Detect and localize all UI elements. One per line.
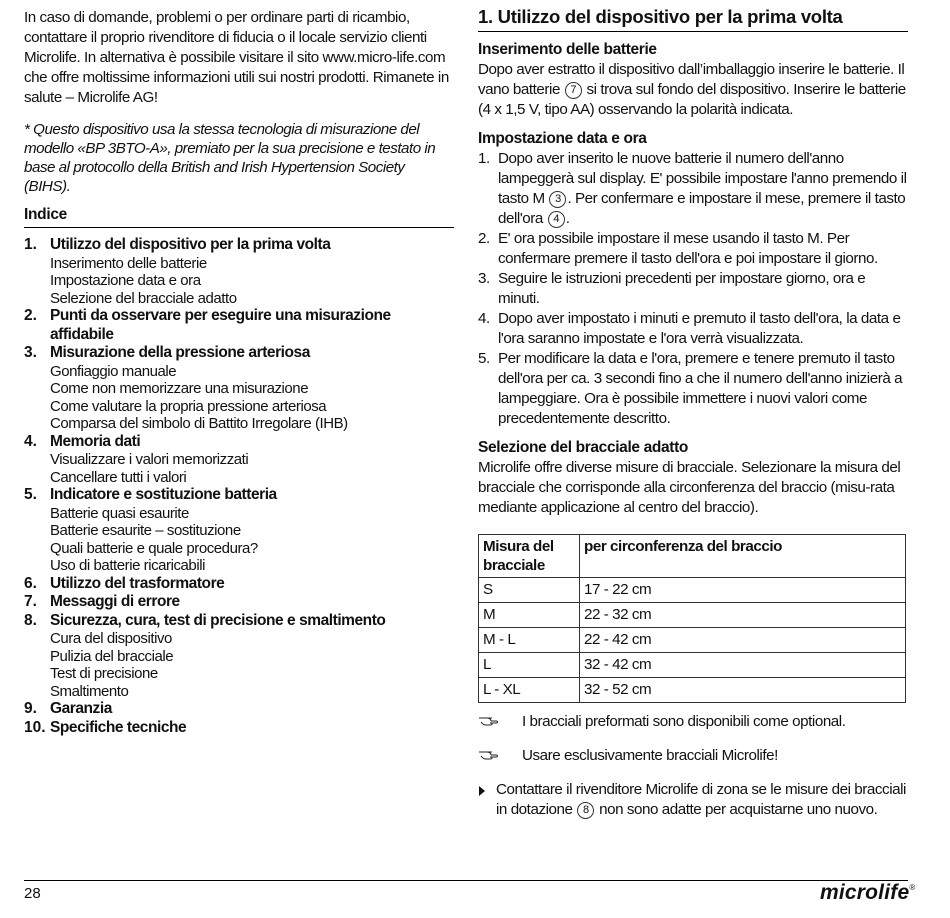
- toc-title: Punti da osservare per eseguire una misurazione affidabile: [50, 307, 391, 343]
- toc-number: 6.: [24, 574, 37, 592]
- toc-number: 7.: [24, 593, 37, 610]
- toc-entry: [24, 344, 454, 433]
- list-item: 1. Dopo aver inserito le nuove batterie il numero dell'anno lampeggerà sul display. E' possibile impostare l'anno premendo il tasto M 3 . Per confermare e impostare il mese, premere il tasto dell'ora 4 .: [478, 150, 907, 227]
- toc-number: 1.: [24, 236, 37, 253]
- toc-number: 10.: [24, 718, 46, 736]
- list-item: 3. Seguire le istruzioni precedenti per impostare giorno, ora e minuti.: [478, 270, 866, 307]
- cuff-size-cell: S: [479, 578, 580, 603]
- toc-number: 5.: [24, 486, 37, 503]
- pointing-hand-icon: [478, 712, 522, 734]
- circumference-cell: 17 - 22 cm: [580, 578, 906, 603]
- right-column: [478, 6, 908, 820]
- circumference-cell: 32 - 52 cm: [580, 678, 906, 703]
- toc-number: 4.: [24, 432, 37, 450]
- table-row: [479, 678, 906, 703]
- page-number: 28: [24, 885, 41, 902]
- contact-dealer-bullet: Contattare il rivenditore Microlife di zona se le misure dei bracciali in dotazione 8 non sono adatte per acquistarne uno nuovo.: [478, 780, 908, 820]
- toc-number: 3.: [24, 344, 37, 361]
- cuff-size-cell: L - XL: [479, 678, 580, 703]
- cuff-size-cell: L: [479, 653, 580, 678]
- table-row: [479, 603, 906, 628]
- toc-subentry: Inserimento delle batterie: [50, 254, 207, 272]
- toc-subentry: Cura del dispositivo: [50, 630, 172, 647]
- hint-optional-cuffs: I bracciali preformati sono disponibili come optional.: [478, 712, 908, 734]
- toc-title: Specifiche tecniche: [50, 718, 187, 736]
- circumference-cell: 32 - 42 cm: [580, 653, 906, 678]
- pointing-hand-icon: [478, 746, 522, 768]
- toc-number: 9.: [24, 700, 37, 717]
- datetime-heading: Impostazione data e ora: [478, 130, 647, 147]
- list-item: 4. Dopo aver impostato i minuti e premuto il tasto dell'ora, la data e l'ora saranno impostate e l'ora verrà visualizzata.: [478, 310, 901, 347]
- toc-subentry: Selezione del bracciale adatto: [50, 289, 237, 307]
- toc-title: Utilizzo del dispositivo per la prima volta: [50, 236, 331, 253]
- toc-title: Misurazione della pressione arteriosa: [50, 344, 310, 361]
- toc-subentry: Gonfiaggio manuale: [50, 362, 177, 380]
- toc-subentry: Cancellare tutti i valori: [50, 468, 187, 486]
- toc-subentry: Comparsa del simbolo di Battito Irregolare (IHB): [50, 415, 348, 432]
- list-item: 5. Per modificare la data e l'ora, premere e tenere premuto il tasto dell'ora per ca. 3 secondi fino a che il numero dell'anno inizierà a lampeggiare. Ora è possibile immettere i nuovi valori come precedentemente descritto.: [478, 350, 903, 427]
- cuff-text: Microlife offre diverse misure di bracciale. Selezionare la misura del bracciale che corrisponde alla circonferenza del braccio (misu-rata mediante applicazione al centro del braccio).: [478, 459, 901, 516]
- left-column: [24, 8, 454, 737]
- cuff-size-cell: M - L: [479, 628, 580, 653]
- table-of-contents: [24, 236, 454, 737]
- toc-entry: [24, 307, 454, 344]
- intro-paragraph: In caso di domande, problemi o per ordinare parti di ricambio, contattare il proprio rivenditore di fiducia o il locale servizio clienti Microlife. In alternativa è possibile visitare il sito www.micro-life.com che offre moltissime informazioni utili sui nostri prodotti. Rimanete in salute – Microlife AG!: [24, 9, 449, 106]
- toc-title: Garanzia: [50, 700, 112, 717]
- hint-microlife-only: Usare esclusivamente bracciali Microlife!: [478, 746, 908, 768]
- toc-entry: [24, 486, 454, 575]
- datetime-steps: [478, 149, 908, 429]
- toc-entry: [24, 593, 454, 612]
- reference-number-icon: 4: [548, 211, 565, 228]
- cuff-heading: Selezione del bracciale adatto: [478, 439, 689, 456]
- toc-subentry: Come valutare la propria pressione arteriosa: [50, 397, 327, 415]
- microlife-logo: microlife®: [820, 881, 916, 904]
- toc-subentry: Come non memorizzare una misurazione: [50, 380, 309, 397]
- column-header-size: Misura del bracciale: [479, 535, 580, 578]
- toc-entry: [24, 236, 454, 307]
- batteries-heading: Inserimento delle batterie: [478, 41, 657, 58]
- toc-subentry: Batterie esaurite – sostituzione: [50, 522, 241, 539]
- column-header-circumference: per circonferenza del braccio: [580, 535, 906, 578]
- toc-subentry: Batterie quasi esaurite: [50, 504, 189, 522]
- section-heading: 1. Utilizzo del dispositivo per la prima volta: [478, 6, 908, 32]
- footer-divider: [24, 880, 908, 881]
- reference-number-icon: 8: [577, 802, 594, 819]
- table-row: [479, 628, 906, 653]
- toc-title: Sicurezza, cura, test di precisione e smaltimento: [50, 611, 386, 629]
- circumference-cell: 22 - 32 cm: [580, 603, 906, 628]
- toc-subentry: Uso di batterie ricaricabili: [50, 557, 205, 574]
- toc-subentry: Smaltimento: [50, 682, 129, 700]
- toc-entry: [24, 612, 454, 701]
- toc-subentry: Visualizzare i valori memorizzati: [50, 451, 249, 468]
- cuff-size-table: [478, 534, 906, 703]
- reference-number-icon: 7: [565, 82, 582, 99]
- toc-subentry: Impostazione data e ora: [50, 272, 201, 289]
- toc-subentry: Test di precisione: [50, 665, 158, 682]
- table-row: [479, 578, 906, 603]
- toc-subentry: Quali batterie e quale procedura?: [50, 539, 258, 557]
- toc-number: 2.: [24, 307, 37, 324]
- list-item: 2. E' ora possibile impostare il mese usando il tasto M. Per confermare premere il tasto dell'ora e poi impostare il giorno.: [478, 230, 878, 267]
- table-header-row: [479, 535, 906, 578]
- reference-number-icon: 3: [549, 191, 566, 208]
- technology-note: * Questo dispositivo usa la stessa tecnologia di misurazione del modello «BP 3BTO-A», premiato per la sua precisione e testato in base al protocollo della British and Irish Hypertension Society (BIHS).: [24, 121, 436, 195]
- circumference-cell: 22 - 42 cm: [580, 628, 906, 653]
- toc-entry: [24, 700, 454, 719]
- cuff-size-cell: M: [479, 603, 580, 628]
- toc-entry: [24, 719, 454, 738]
- toc-number: 8.: [24, 611, 37, 629]
- toc-entry: [24, 575, 454, 594]
- index-title: Indice: [24, 206, 454, 228]
- table-row: [479, 653, 906, 678]
- toc-entry: [24, 433, 454, 487]
- toc-title: Memoria dati: [50, 432, 141, 450]
- toc-title: Messaggi di errore: [50, 593, 180, 610]
- toc-title: Indicatore e sostituzione batteria: [50, 486, 277, 503]
- triangle-bullet-icon: [478, 780, 496, 820]
- batteries-text: Dopo aver estratto il dispositivo dall’imballaggio inserire le batterie. Il vano batterie 7 si trova sul fondo del dispositivo. Inserire le batterie (4 x 1,5 V, tipo AA) osservando la polarità indicata.: [478, 61, 906, 118]
- toc-subentry: Pulizia del bracciale: [50, 647, 174, 665]
- toc-title: Utilizzo del trasformatore: [50, 574, 225, 592]
